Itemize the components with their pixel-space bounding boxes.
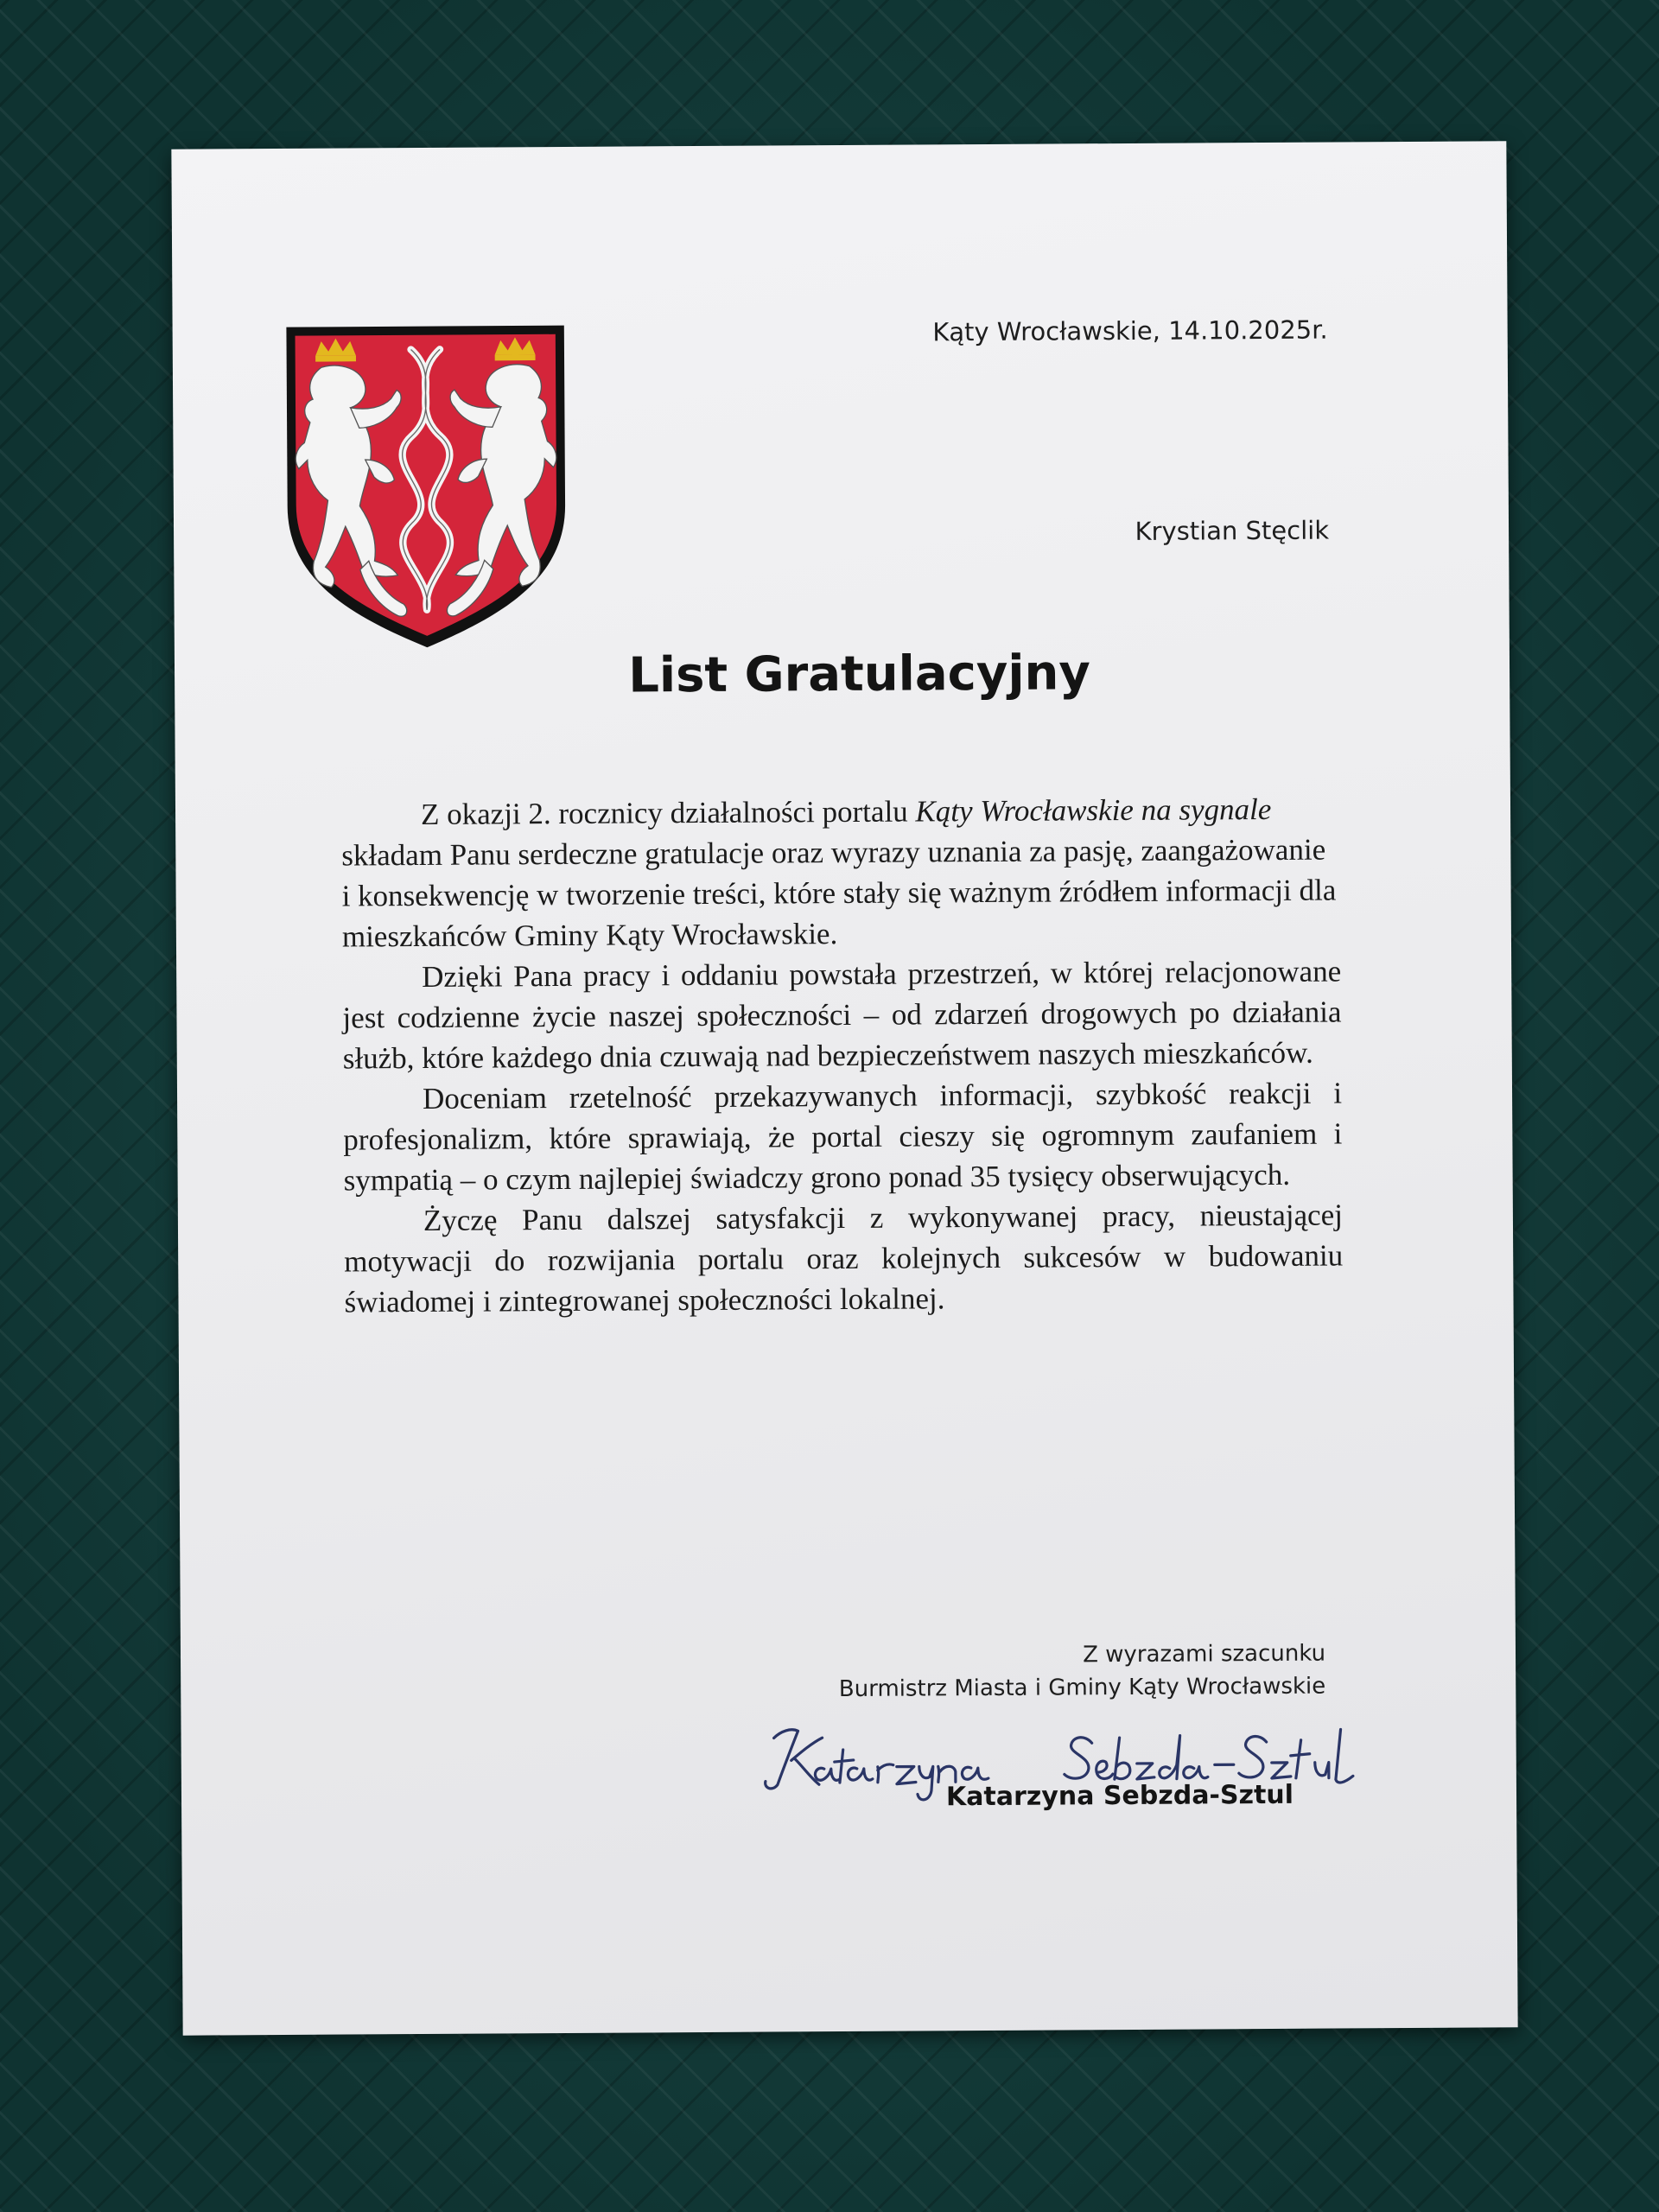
closing-greeting: Z wyrazami szacunku [1083,1640,1326,1669]
signer-name: Katarzyna Sebzda-Sztul [945,1779,1294,1813]
letter-sheet [171,141,1517,2035]
paragraph-3: Doceniam rzetelność przekazywanych informacji, szybkość reakcji i profesjonalizm, które sprawiają, że portal cieszy się ogromnym zaufaniem i sympatią – o czym najlepiej świadczy grono ponad 35 tysięcy obserwujących. [343,1076,1343,1198]
paragraph-2: Dzięki Pana pracy i oddaniu powstała przestrzeń, w której relacjonowane jest codzienne życie naszej społeczności – od zdarzeń drogowych po działania służb, które każdego dnia czuwają nad bezpieczeństwem naszych mieszkańców. [342,954,1342,1076]
portal-name: Kąty Wrocławskie na sygnale [915,791,1272,829]
letter-title: List Gratulacyjny [628,645,1091,704]
letter-body [341,788,1344,1322]
place-and-date: Kąty Wrocławskie, 14.10.2025r. [932,315,1328,347]
signer-position: Burmistrz Miasta i Gminy Kąty Wrocławskie [838,1673,1326,1703]
paragraph-4: Życzę Panu dalszej satysfakcji z wykonywanej pracy, nieustającej motywacji do rozwijania portalu oraz kolejnych sukcesów w budowaniu świadomej i zintegrowanej społeczności lokalnej. [344,1198,1344,1319]
coat-of-arms-icon [281,320,572,654]
paragraph-1: Z okazji 2. rocznicy działalności portalu Kąty Wrocławskie na sygnale składam Panu serdeczne gratulacje oraz wyrazy uznania za pasję, zaangażowanie i konsekwencję w tworzenie treści, które stały się ważnym źródłem informacji dla mieszkańców Gminy Kąty Wrocławskie. [341,791,1337,954]
recipient-name: Krystian Stęclik [1135,515,1330,546]
closing-block [839,1637,1326,1706]
